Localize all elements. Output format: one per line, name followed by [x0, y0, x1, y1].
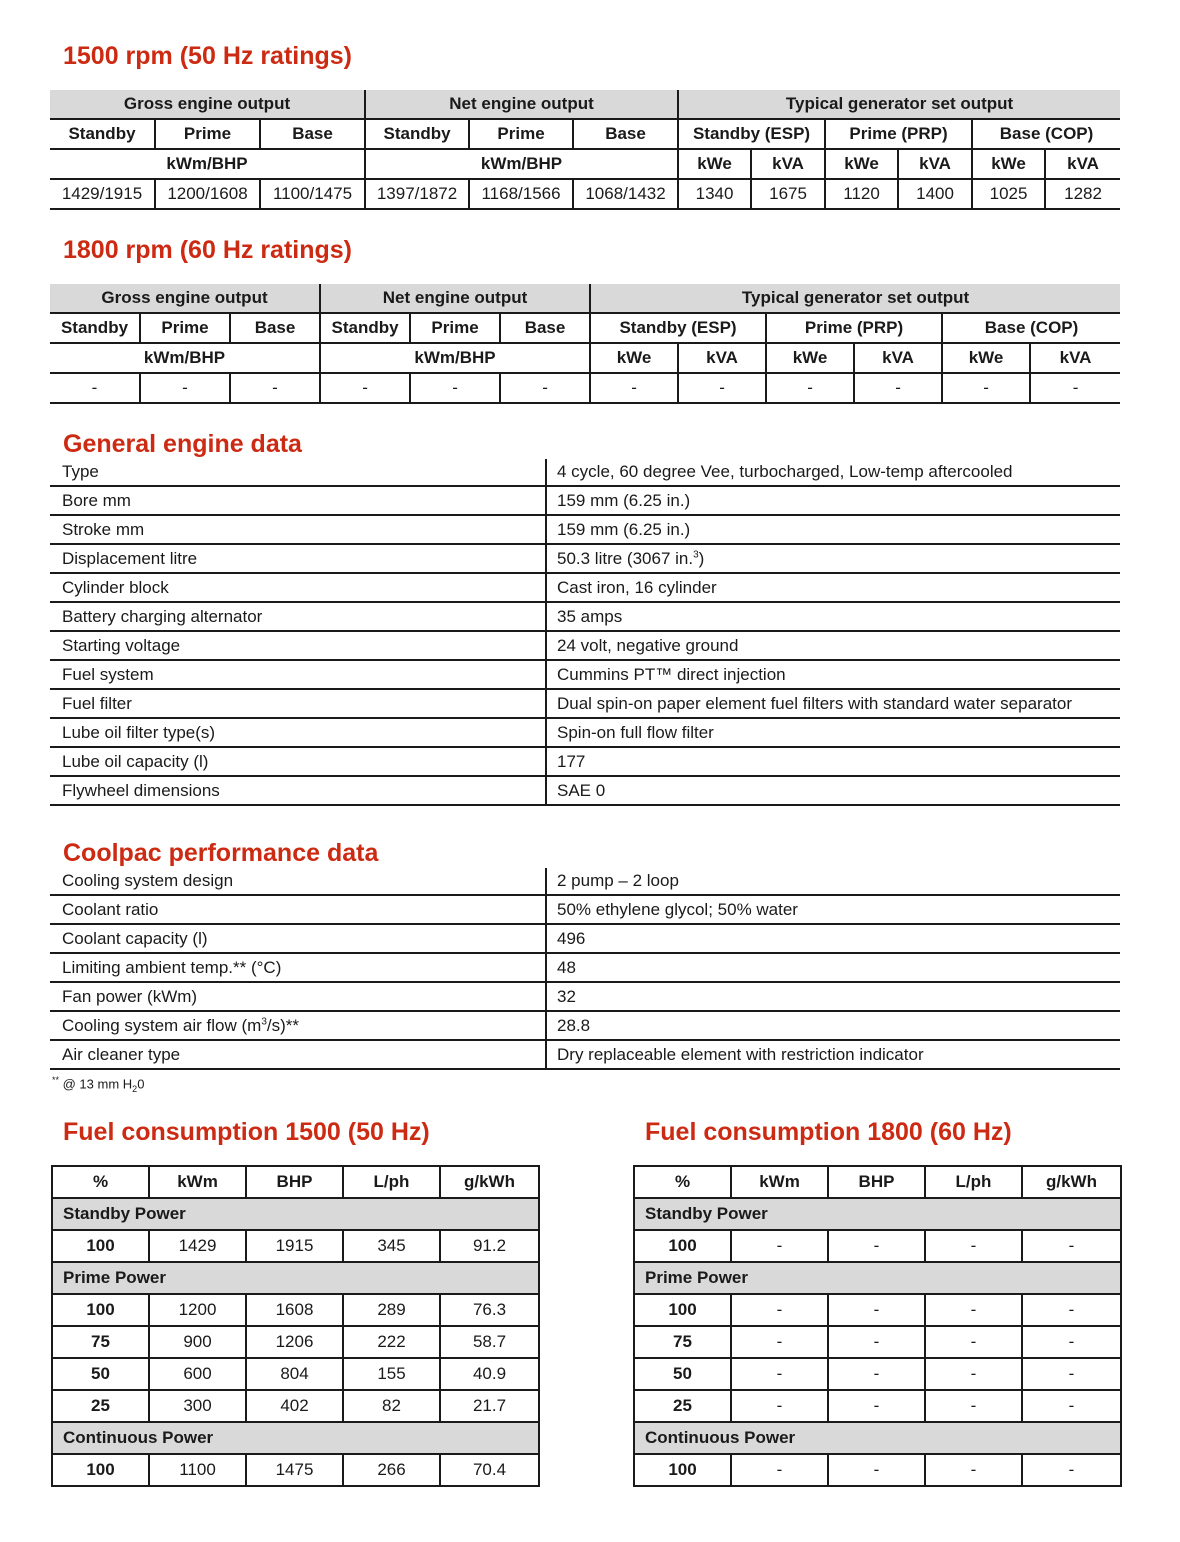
- cell: -: [925, 1390, 1022, 1422]
- unit-header: kWe: [678, 149, 751, 179]
- table-row: [50, 1011, 1120, 1040]
- row-label: Cylinder block: [50, 573, 546, 602]
- rating-value: 1400: [898, 179, 972, 209]
- cell: 222: [343, 1326, 440, 1358]
- column-header: kWm: [149, 1166, 246, 1198]
- cell: -: [925, 1230, 1022, 1262]
- cell: 50: [52, 1358, 149, 1390]
- cell: 75: [52, 1326, 149, 1358]
- fuel-60hz-title: Fuel consumption 1800 (60 Hz): [645, 1118, 1012, 1146]
- row-value: Dry replaceable element with restriction indicator: [546, 1040, 1120, 1069]
- row-label: Fuel system: [50, 660, 546, 689]
- rating-value: 1397/1872: [365, 179, 469, 209]
- row-value: [546, 544, 1120, 573]
- table-row: [634, 1454, 1121, 1486]
- row-label: Displacement litre: [50, 544, 546, 573]
- table-row: [52, 1230, 539, 1262]
- cell: -: [1022, 1230, 1121, 1262]
- displacement-text: 50.3 litre (3067 in.: [557, 548, 694, 568]
- rating-50hz-title: 1500 rpm (50 Hz ratings): [63, 42, 352, 70]
- coolpac-table: [50, 868, 1120, 1070]
- unit-header: kWe: [972, 149, 1045, 179]
- sub-header: Prime: [410, 313, 500, 343]
- table-row: [52, 1326, 539, 1358]
- table-row: [50, 486, 1120, 515]
- row-label: Stroke mm: [50, 515, 546, 544]
- sub-header: Standby: [320, 313, 410, 343]
- cell: 155: [343, 1358, 440, 1390]
- table-row: [50, 982, 1120, 1011]
- cell: -: [925, 1454, 1022, 1486]
- row-label: [50, 1011, 546, 1040]
- footnote-stars: **: [52, 1075, 60, 1085]
- column-header: BHP: [828, 1166, 925, 1198]
- cell: 25: [52, 1390, 149, 1422]
- cell: -: [925, 1294, 1022, 1326]
- table-row: [50, 747, 1120, 776]
- row-label: Starting voltage: [50, 631, 546, 660]
- row-value: 4 cycle, 60 degree Vee, turbocharged, Low-temp aftercooled: [546, 459, 1120, 486]
- cell: 1475: [246, 1454, 343, 1486]
- row-label: Flywheel dimensions: [50, 776, 546, 805]
- cell: -: [731, 1454, 828, 1486]
- table-row: [634, 1358, 1121, 1390]
- superscript: 3: [261, 1015, 267, 1027]
- cell: 25: [634, 1390, 731, 1422]
- airflow-label-tail: /s)**: [266, 1015, 300, 1035]
- row-value: 28.8: [546, 1011, 1120, 1040]
- cell: 300: [149, 1390, 246, 1422]
- fuel-60hz-table: [633, 1165, 1122, 1487]
- cell: 345: [343, 1230, 440, 1262]
- group-header: Net engine output: [320, 284, 590, 313]
- cell: -: [828, 1390, 925, 1422]
- cell: 900: [149, 1326, 246, 1358]
- column-header: g/kWh: [1022, 1166, 1121, 1198]
- row-value: 177: [546, 747, 1120, 776]
- rating-value: 1168/1566: [469, 179, 573, 209]
- sub-header: Base: [500, 313, 590, 343]
- group-header: Typical generator set output: [678, 90, 1120, 119]
- row-label: Lube oil filter type(s): [50, 718, 546, 747]
- table-row: [634, 1294, 1121, 1326]
- cell: 402: [246, 1390, 343, 1422]
- column-header: L/ph: [925, 1166, 1022, 1198]
- row-value: 32: [546, 982, 1120, 1011]
- unit-header: kVA: [1045, 149, 1120, 179]
- engine-data-title: General engine data: [63, 430, 302, 458]
- cell: 100: [52, 1454, 149, 1486]
- row-value: Cast iron, 16 cylinder: [546, 573, 1120, 602]
- table-row: [50, 868, 1120, 895]
- cell: 50: [634, 1358, 731, 1390]
- fuel-50hz-title: Fuel consumption 1500 (50 Hz): [63, 1118, 430, 1146]
- row-label: Type: [50, 459, 546, 486]
- sub-header: Base (COP): [942, 313, 1120, 343]
- cell: 58.7: [440, 1326, 539, 1358]
- group-label: Continuous Power: [634, 1422, 1121, 1454]
- cell: 21.7: [440, 1390, 539, 1422]
- cell: 100: [634, 1230, 731, 1262]
- rating-60hz-title: 1800 rpm (60 Hz ratings): [63, 236, 352, 264]
- unit-header: kWe: [590, 343, 678, 373]
- unit-header: kVA: [678, 343, 766, 373]
- cell: 266: [343, 1454, 440, 1486]
- cell: 289: [343, 1294, 440, 1326]
- cell: -: [925, 1326, 1022, 1358]
- row-value: 2 pump – 2 loop: [546, 868, 1120, 895]
- sub-header: Prime: [469, 119, 573, 149]
- row-label: Bore mm: [50, 486, 546, 515]
- engine-data-table: [50, 459, 1120, 806]
- unit-header: kVA: [1030, 343, 1120, 373]
- rating-value: -: [1030, 373, 1120, 403]
- table-row: [50, 631, 1120, 660]
- column-header: BHP: [246, 1166, 343, 1198]
- cell: -: [828, 1326, 925, 1358]
- sub-header: Prime (PRP): [766, 313, 942, 343]
- sub-header: Prime: [140, 313, 230, 343]
- unit-header: kVA: [751, 149, 825, 179]
- cell: -: [828, 1230, 925, 1262]
- airflow-label: Cooling system air flow (m: [62, 1015, 262, 1035]
- footnote-tail: 0: [137, 1076, 145, 1092]
- table-row: [50, 776, 1120, 805]
- cell: 1915: [246, 1230, 343, 1262]
- sub-header: Standby: [50, 313, 140, 343]
- cell: -: [731, 1294, 828, 1326]
- row-value: 159 mm (6.25 in.): [546, 486, 1120, 515]
- group-label: Prime Power: [634, 1262, 1121, 1294]
- unit-header: kWe: [825, 149, 898, 179]
- cell: 100: [52, 1230, 149, 1262]
- unit-header: kWe: [766, 343, 854, 373]
- cell: 100: [634, 1454, 731, 1486]
- cell: -: [731, 1230, 828, 1262]
- cell: -: [828, 1454, 925, 1486]
- table-row: [50, 602, 1120, 631]
- row-value: SAE 0: [546, 776, 1120, 805]
- table-row: [50, 515, 1120, 544]
- rating-value: 1200/1608: [155, 179, 260, 209]
- table-row: [50, 718, 1120, 747]
- cell: 100: [634, 1294, 731, 1326]
- sub-header: Prime (PRP): [825, 119, 972, 149]
- cell: -: [731, 1358, 828, 1390]
- cell: 1429: [149, 1230, 246, 1262]
- cell: 70.4: [440, 1454, 539, 1486]
- sub-header: Standby: [365, 119, 469, 149]
- sub-header: Standby (ESP): [590, 313, 766, 343]
- rating-value: -: [320, 373, 410, 403]
- unit-header: kWe: [942, 343, 1030, 373]
- table-row: [634, 1390, 1121, 1422]
- table-row: [50, 544, 1120, 573]
- row-label: Lube oil capacity (l): [50, 747, 546, 776]
- row-value: Spin-on full flow filter: [546, 718, 1120, 747]
- rating-value: -: [766, 373, 854, 403]
- cell: -: [1022, 1358, 1121, 1390]
- rating-value: -: [410, 373, 500, 403]
- rating-value: -: [678, 373, 766, 403]
- row-label: Battery charging alternator: [50, 602, 546, 631]
- rating-value: 1429/1915: [50, 179, 155, 209]
- cell: 75: [634, 1326, 731, 1358]
- cell: -: [1022, 1390, 1121, 1422]
- row-label: Cooling system design: [50, 868, 546, 895]
- group-label: Standby Power: [634, 1198, 1121, 1230]
- superscript: 3: [693, 548, 699, 560]
- footnote-text: @ 13 mm H: [59, 1076, 133, 1092]
- row-label: Limiting ambient temp.** (°C): [50, 953, 546, 982]
- cell: 100: [52, 1294, 149, 1326]
- rating-value: -: [140, 373, 230, 403]
- column-header: %: [634, 1166, 731, 1198]
- group-label: Continuous Power: [52, 1422, 539, 1454]
- cell: 91.2: [440, 1230, 539, 1262]
- displacement-tail: ): [698, 548, 705, 568]
- table-row: [50, 953, 1120, 982]
- table-row: [50, 573, 1120, 602]
- coolpac-title: Coolpac performance data: [63, 839, 379, 867]
- sub-header: Base (COP): [972, 119, 1120, 149]
- row-value: 496: [546, 924, 1120, 953]
- group-header: Typical generator set output: [590, 284, 1120, 313]
- cell: 1200: [149, 1294, 246, 1326]
- row-label: Coolant capacity (l): [50, 924, 546, 953]
- cell: -: [1022, 1326, 1121, 1358]
- unit-header: kVA: [854, 343, 942, 373]
- unit-header: kWm/BHP: [320, 343, 590, 373]
- group-header: Gross engine output: [50, 284, 320, 313]
- sub-header: Base: [230, 313, 320, 343]
- cell: -: [1022, 1294, 1121, 1326]
- column-header: g/kWh: [440, 1166, 539, 1198]
- cell: 76.3: [440, 1294, 539, 1326]
- rating-value: -: [500, 373, 590, 403]
- cell: -: [1022, 1454, 1121, 1486]
- table-row: [50, 895, 1120, 924]
- rating-value: -: [230, 373, 320, 403]
- rating-50hz-table: [50, 90, 1120, 210]
- cell: 804: [246, 1358, 343, 1390]
- row-value: Cummins PT™ direct injection: [546, 660, 1120, 689]
- cell: -: [925, 1358, 1022, 1390]
- group-header: Net engine output: [365, 90, 678, 119]
- unit-header: kVA: [898, 149, 972, 179]
- table-row: [52, 1454, 539, 1486]
- row-value: 48: [546, 953, 1120, 982]
- sub-header: Prime: [155, 119, 260, 149]
- cell: -: [828, 1358, 925, 1390]
- cell: 1100: [149, 1454, 246, 1486]
- rating-value: 1100/1475: [260, 179, 365, 209]
- footnote-subscript: 2: [132, 1083, 138, 1094]
- group-label: Standby Power: [52, 1198, 539, 1230]
- table-row: [52, 1358, 539, 1390]
- row-label: Fan power (kWm): [50, 982, 546, 1011]
- rating-value: 1068/1432: [573, 179, 678, 209]
- column-header: kWm: [731, 1166, 828, 1198]
- table-row: [50, 459, 1120, 486]
- cell: 600: [149, 1358, 246, 1390]
- group-header: Gross engine output: [50, 90, 365, 119]
- rating-value: 1120: [825, 179, 898, 209]
- unit-header: kWm/BHP: [50, 343, 320, 373]
- sub-header: Standby: [50, 119, 155, 149]
- row-value: 50% ethylene glycol; 50% water: [546, 895, 1120, 924]
- cell: -: [828, 1294, 925, 1326]
- cell: 1206: [246, 1326, 343, 1358]
- rating-value: 1282: [1045, 179, 1120, 209]
- fuel-50hz-table: [51, 1165, 540, 1487]
- table-row: [634, 1230, 1121, 1262]
- cell: -: [731, 1390, 828, 1422]
- sub-header: Base: [573, 119, 678, 149]
- sub-header: Base: [260, 119, 365, 149]
- sub-header: Standby (ESP): [678, 119, 825, 149]
- group-label: Prime Power: [52, 1262, 539, 1294]
- footnote: [52, 1075, 144, 1094]
- table-row: [52, 1294, 539, 1326]
- row-value: Dual spin-on paper element fuel filters with standard water separator: [546, 689, 1120, 718]
- rating-value: -: [590, 373, 678, 403]
- row-label: Air cleaner type: [50, 1040, 546, 1069]
- unit-header: kWm/BHP: [365, 149, 678, 179]
- table-row: [50, 924, 1120, 953]
- column-header: %: [52, 1166, 149, 1198]
- rating-value: -: [854, 373, 942, 403]
- cell: 40.9: [440, 1358, 539, 1390]
- row-value: 24 volt, negative ground: [546, 631, 1120, 660]
- unit-header: kWm/BHP: [50, 149, 365, 179]
- row-label: Coolant ratio: [50, 895, 546, 924]
- rating-value: -: [50, 373, 140, 403]
- rating-value: 1340: [678, 179, 751, 209]
- table-row: [50, 660, 1120, 689]
- rating-value: 1025: [972, 179, 1045, 209]
- cell: -: [731, 1326, 828, 1358]
- table-row: [50, 1040, 1120, 1069]
- rating-value: -: [942, 373, 1030, 403]
- row-value: 35 amps: [546, 602, 1120, 631]
- rating-60hz-table: [50, 284, 1120, 404]
- row-label: Fuel filter: [50, 689, 546, 718]
- rating-value: 1675: [751, 179, 825, 209]
- table-row: [52, 1390, 539, 1422]
- cell: 82: [343, 1390, 440, 1422]
- row-value: 159 mm (6.25 in.): [546, 515, 1120, 544]
- column-header: L/ph: [343, 1166, 440, 1198]
- cell: 1608: [246, 1294, 343, 1326]
- table-row: [50, 689, 1120, 718]
- table-row: [634, 1326, 1121, 1358]
